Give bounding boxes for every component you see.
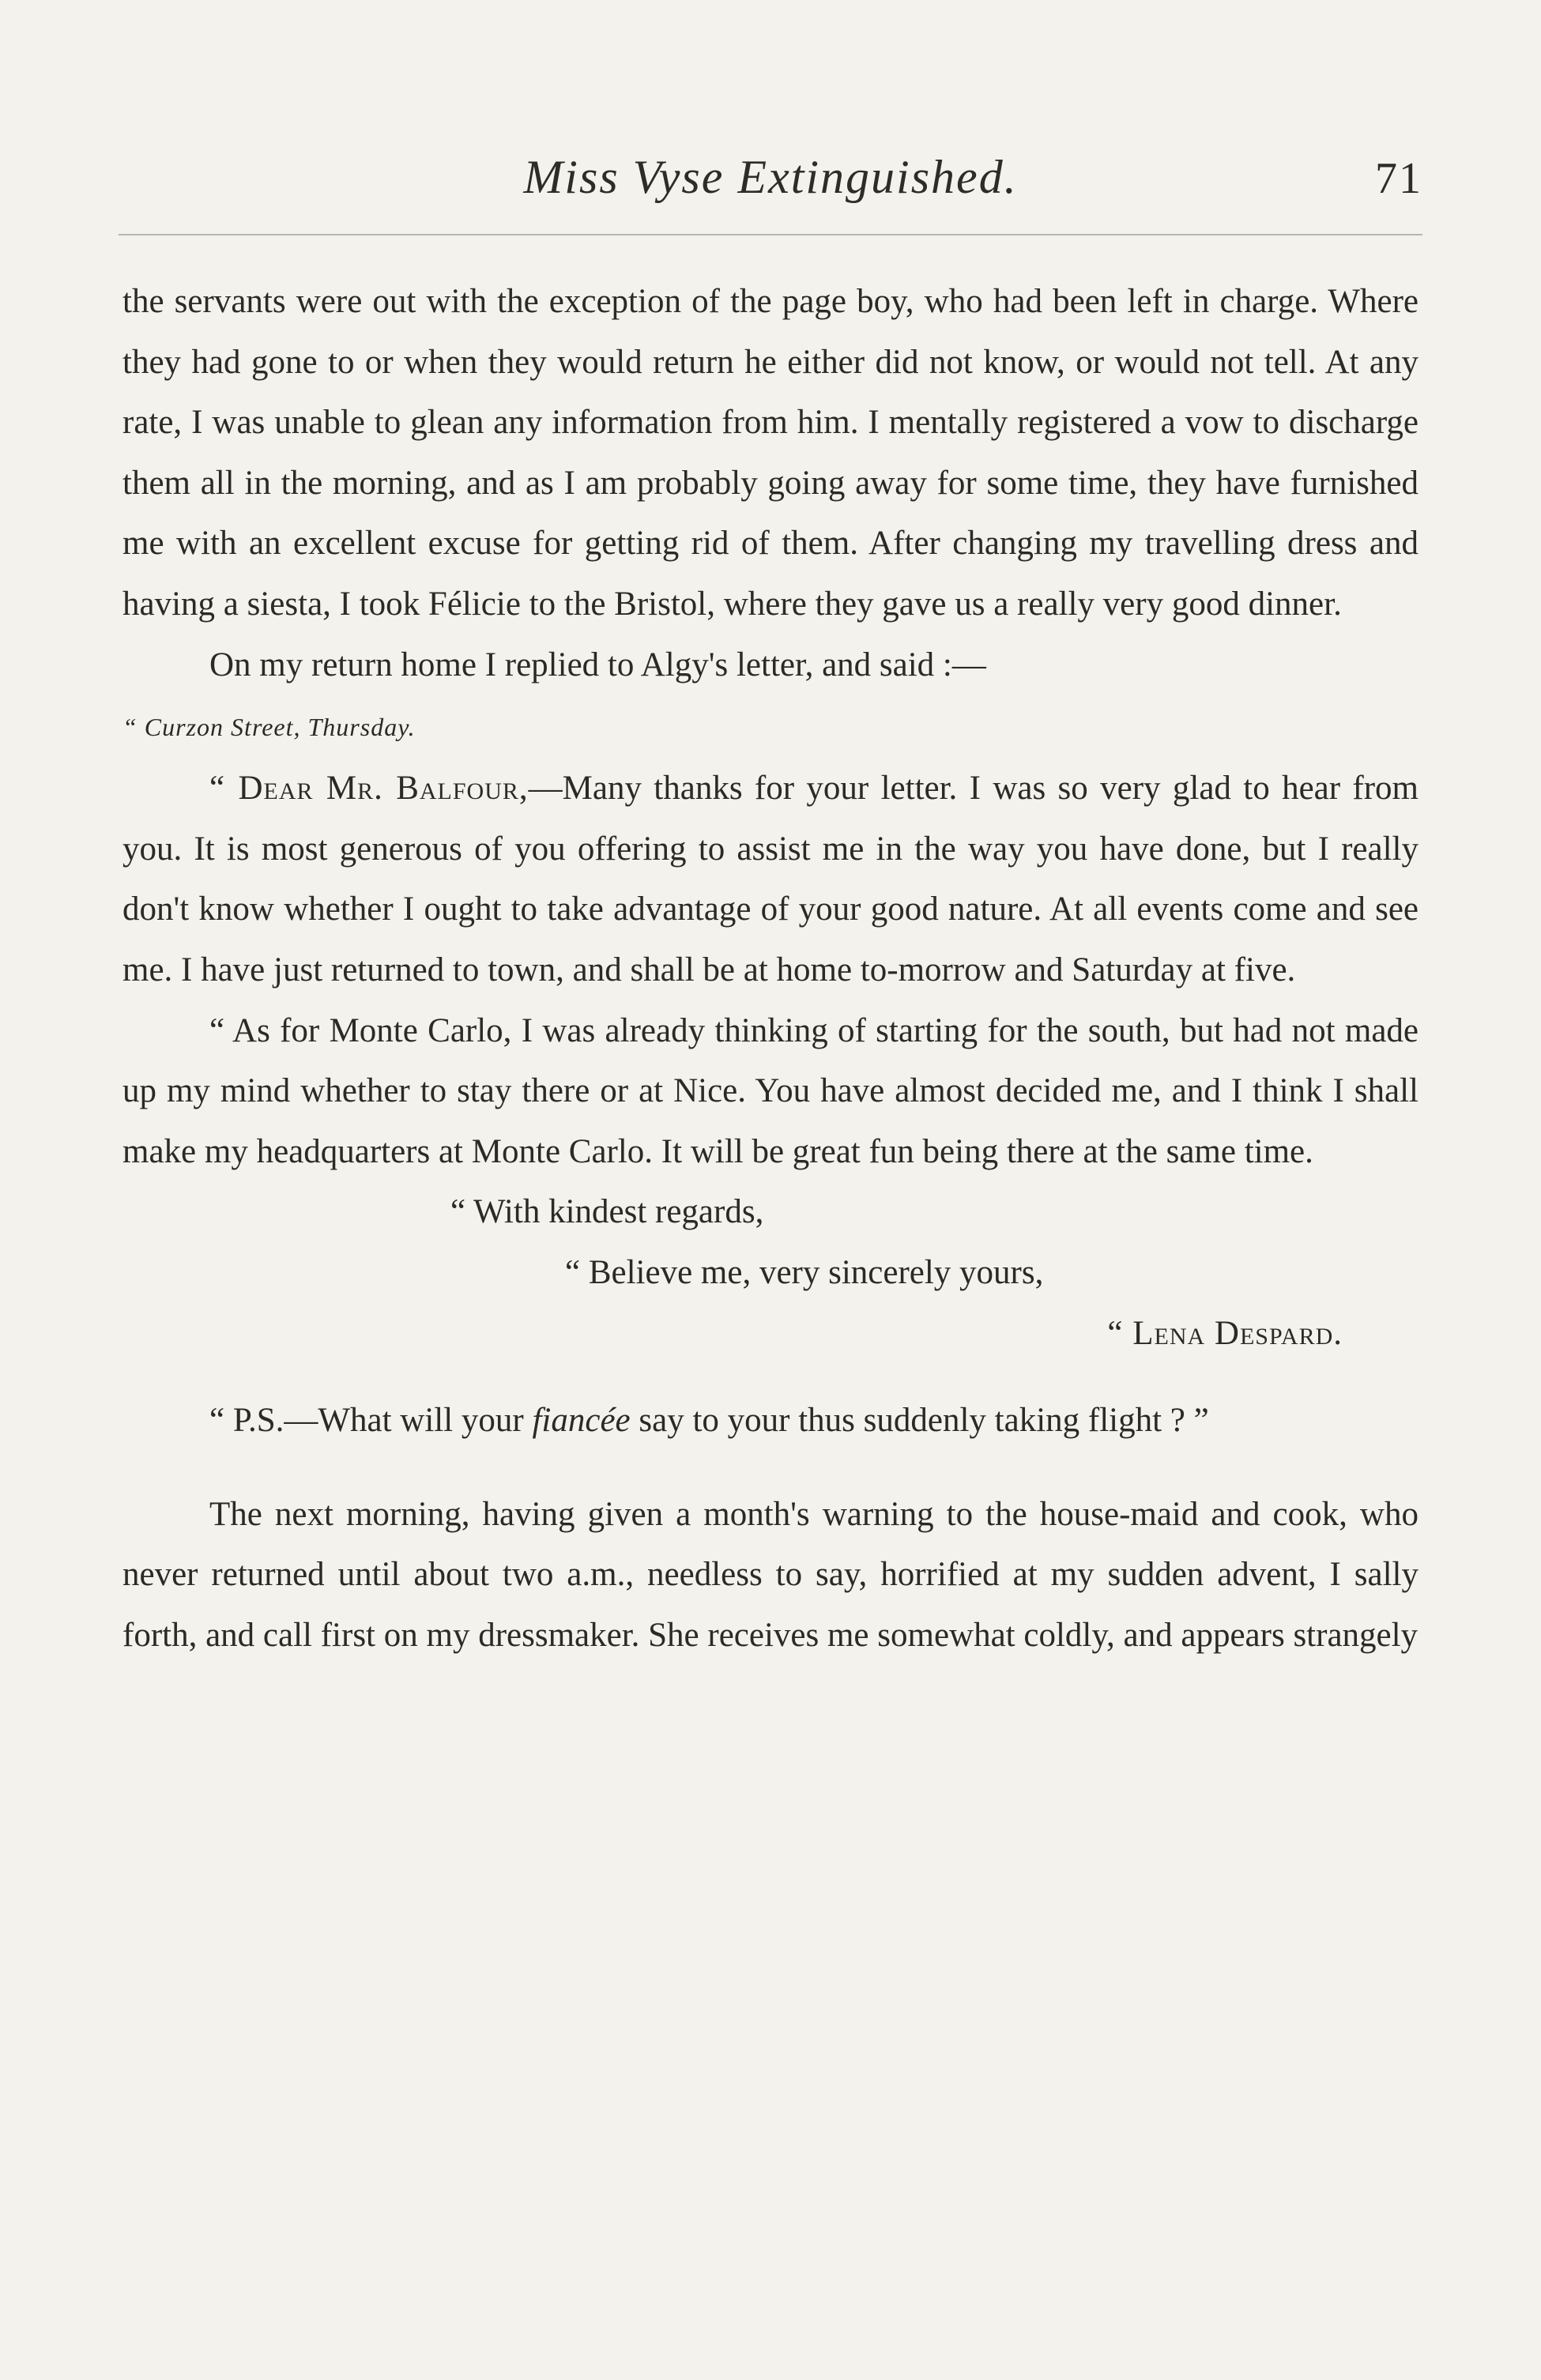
paragraph-next-morning: The next morning, having given a month's warning to the house-maid and cook, who never returned until about two a.m., needless to say, horrified at my sudden advent, I sally forth, and call first on my dressmaker. She receives me somewhat coldly, and appears strangely — [122, 1495, 1419, 1654]
letter-dateline: “ Curzon Street, Thursday. — [122, 713, 416, 742]
letter-paragraph-1-text: —Many thanks for your letter. I was so very glad to hear from you. It is most generous of you offering to assist me in the way you have done, but I really don't know whether I ought to take advantage of your good nature. At all events come and see me. I have just returned to town, and shall be at home to-morrow and Saturday at five. — [122, 770, 1419, 989]
paragraph-servants: the servants were out with the exception of the page boy, who had been left in charge. Where they had gone to or when they would return he either did not know, or would not tell. At any rate, I was unable to glean any information from him. I mentally registered a vow to discharge them all in the morning, and as I am probably going away for some time, they have furnished me with an excellent excuse for getting rid of them. After changing my travelling dress and having a siesta, I took Félicie to the Bristol, where they gave us a really very good dinner. — [122, 283, 1419, 623]
header-rule — [119, 234, 1422, 235]
letter-paragraph-2: “ As for Monte Carlo, I was already thinking of starting for the south, but had not made up my mind whether to stay there or at Nice. You have almost decided me, and I think I shall make my headquarters at Monte Carlo. It will be great fun being there at the same time. — [122, 1011, 1419, 1170]
page-number: 71 — [1375, 154, 1422, 203]
body-text — [122, 272, 1419, 1666]
running-head — [119, 150, 1422, 221]
letter-signature: “ Lena Despard. — [1107, 1314, 1343, 1352]
running-title: Miss Vyse Extinguished. — [523, 151, 1018, 203]
letter-closing-believe: “ Believe me, very sincerely yours, — [565, 1253, 1044, 1291]
spacer — [122, 1452, 1419, 1485]
postscript-suffix: say to your thus suddenly taking flight ? ” — [630, 1402, 1209, 1440]
postscript — [122, 1391, 1419, 1452]
spacer — [122, 1364, 1419, 1391]
letter-salutation: “ Dear Mr. Balfour, — [209, 770, 529, 808]
postscript-italic: fiancée — [532, 1402, 631, 1440]
letter-closing-regards: “ With kindest regards, — [450, 1193, 764, 1231]
paragraph-reply: On my return home I replied to Algy's letter, and said :— — [209, 646, 986, 683]
postscript-prefix: “ P.S.—What will your — [209, 1402, 533, 1440]
letter-paragraph-1 — [122, 759, 1419, 1000]
